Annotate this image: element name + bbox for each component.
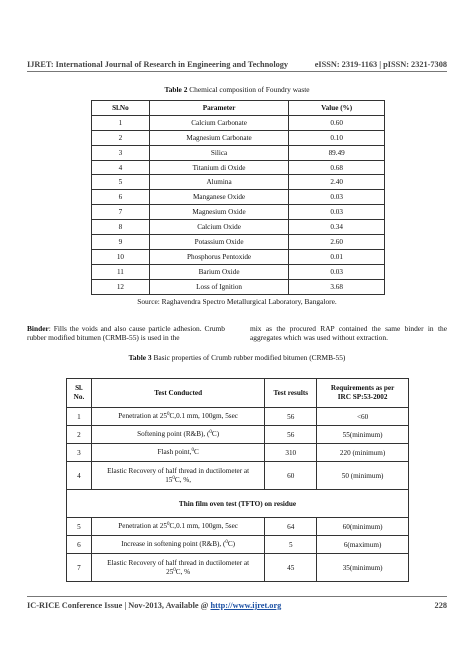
test-text: 15: [165, 475, 173, 484]
table-row: [92, 220, 385, 235]
journal-link[interactable]: http://www.ijret.org: [210, 601, 282, 610]
table2-header-row: [92, 101, 385, 116]
table3-header-test: Test Conducted: [91, 379, 264, 408]
table2-cell: 7: [92, 205, 150, 220]
test-text-suffix: C, %,: [174, 475, 192, 484]
table2-cell: 2: [92, 130, 150, 145]
table3-requirement-cell: <60: [317, 408, 409, 426]
table2-cell: 0.60: [289, 115, 385, 130]
conference-issue: IC-RICE Conference Issue | Nov-2013, Available @: [27, 601, 211, 610]
body-right-column: mix as the procured RAP contained the same binder in the aggregates which was used without extraction.: [250, 324, 447, 343]
test-line1: Elastic Recovery of half thread in ductilometer at: [107, 466, 250, 475]
test-line: [92, 412, 264, 421]
table2-cell: Loss of Ignition: [149, 279, 289, 294]
table3-requirement-cell: 50 (minimum): [317, 462, 409, 490]
body-left-column: [27, 324, 225, 343]
table2-label: Table 2: [164, 85, 188, 94]
table2-header-cell: Sl.No: [92, 101, 150, 116]
table-row: [92, 249, 385, 264]
table2-header-cell: Parameter: [149, 101, 289, 116]
table2-title: Chemical composition of Foundry waste: [189, 85, 310, 94]
issn-info: eISSN: 2319-1163 | pISSN: 2321-7308: [314, 60, 447, 69]
table3-test-cell: [91, 518, 264, 536]
table-row: [92, 205, 385, 220]
table-row: [92, 175, 385, 190]
table3-sl-cell: 3: [67, 444, 92, 462]
table-row: [67, 462, 409, 490]
degree-superscript: 0: [166, 412, 170, 418]
table2-cell: 2.60: [289, 235, 385, 250]
table2: [91, 100, 385, 295]
table2-caption: [0, 85, 474, 94]
table2-cell: 0.34: [289, 220, 385, 235]
table-row: [92, 160, 385, 175]
table2-cell: Titanium di Oxide: [149, 160, 289, 175]
table2-cell: 0.03: [289, 190, 385, 205]
table3-section-row: [67, 490, 409, 518]
table3-result-cell: 5: [265, 536, 317, 554]
table2-cell: 6: [92, 190, 150, 205]
table2-cell: 1: [92, 115, 150, 130]
table3-sl-cell: 7: [67, 554, 92, 582]
degree-superscript: 0: [166, 522, 170, 528]
test-line: [92, 430, 264, 439]
table-row: [67, 444, 409, 462]
test-line: [92, 522, 264, 531]
test-text: Penetration at 25: [118, 522, 167, 531]
table2-cell: 89.49: [289, 145, 385, 160]
table3-test-cell: [91, 408, 264, 426]
table2-cell: Calcium Carbonate: [149, 115, 289, 130]
table-row: [92, 130, 385, 145]
table2-cell: Potassium Oxide: [149, 235, 289, 250]
table3-header-sl: [67, 379, 92, 408]
header-rule: [27, 71, 447, 72]
table3-test-cell: [91, 426, 264, 444]
table3-title: Basic properties of Crumb rubber modified bitumen (CRMB-55): [153, 353, 346, 362]
table2-cell: Calcium Oxide: [149, 220, 289, 235]
table3-sl-cell: 4: [67, 462, 92, 490]
table3-requirement-cell: 60(minimum): [317, 518, 409, 536]
table2-cell: 2.40: [289, 175, 385, 190]
table2-cell: 3.68: [289, 279, 385, 294]
degree-superscript: 0: [173, 567, 176, 573]
table3-result-cell: 310: [265, 444, 317, 462]
table3-label: Table 3: [128, 353, 152, 362]
table2-cell: Silica: [149, 145, 289, 160]
table3-test-cell: [91, 536, 264, 554]
table3: [66, 378, 409, 582]
test-text-suffix: C: [193, 448, 199, 457]
binder-term: Binder: [27, 324, 49, 333]
table3-result-cell: 56: [265, 426, 317, 444]
table-row: [92, 279, 385, 294]
table2-cell: 0.10: [289, 130, 385, 145]
footer-rule: [27, 596, 447, 597]
table-row: [67, 554, 409, 582]
table3-result-cell: 64: [265, 518, 317, 536]
table3-test-cell: [91, 554, 264, 582]
test-text: Flash point,: [157, 448, 192, 457]
table2-cell: 0.01: [289, 249, 385, 264]
table2-cell: 5: [92, 175, 150, 190]
table-row: [67, 426, 409, 444]
degree-superscript: 0: [172, 475, 175, 481]
test-text-suffix: C): [211, 430, 220, 439]
test-line: [92, 448, 264, 457]
test-line1: Elastic Recovery of half thread in ductilometer at: [107, 558, 250, 567]
degree-superscript: 0: [225, 540, 228, 546]
table3-sl-cell: 2: [67, 426, 92, 444]
table-row: [92, 145, 385, 160]
table-row: [67, 518, 409, 536]
table2-cell: 11: [92, 264, 150, 279]
test-text: Softening point (R&B), (: [137, 430, 210, 439]
binder-text: : Fills the voids and also cause particle adhesion. Crumb rubber modified bitumen (CRMB-55) is used in the: [27, 324, 225, 343]
table-row: [67, 536, 409, 554]
table2-cell: 0.03: [289, 264, 385, 279]
table3-requirement-cell: 6(maximum): [317, 536, 409, 554]
table3-header-requirements: [317, 379, 409, 408]
table3-header-row: [67, 379, 409, 408]
journal-name: IJRET: International Journal of Research in Engineering and Technology: [27, 60, 289, 69]
table3-sl-cell: 5: [67, 518, 92, 536]
test-text: Increase in softening point (R&B), (: [121, 540, 226, 549]
test-text-suffix: C): [227, 540, 236, 549]
header-req-line2: IRC SP:53-2002: [337, 393, 388, 401]
table2-cell: 10: [92, 249, 150, 264]
test-line: [92, 568, 264, 577]
table2-cell: Alumina: [149, 175, 289, 190]
table2-cell: 0.68: [289, 160, 385, 175]
table3-test-cell: [91, 444, 264, 462]
table-row: [92, 115, 385, 130]
degree-superscript: 0: [191, 448, 194, 454]
test-line: [92, 476, 264, 485]
test-text-suffix: C,0.1 mm, 100gm, 5sec: [169, 412, 238, 421]
table3-requirement-cell: 55(minimum): [317, 426, 409, 444]
table3-header-results: Test results: [265, 379, 317, 408]
table3-result-cell: 60: [265, 462, 317, 490]
test-text: 25: [166, 567, 174, 576]
footer-text: [27, 601, 281, 610]
table-row: [92, 264, 385, 279]
table2-header-cell: Value (%): [289, 101, 385, 116]
test-text: Penetration at 25: [118, 412, 167, 421]
table-row: [67, 408, 409, 426]
table3-requirement-cell: 35(minimum): [317, 554, 409, 582]
table3-caption: [0, 353, 474, 362]
running-footer: [27, 601, 447, 610]
table2-cell: Manganese Oxide: [149, 190, 289, 205]
table3-test-cell: [91, 462, 264, 490]
table3-section-cell: Thin film oven test (TFTO) on residue: [67, 490, 409, 518]
page-number: 228: [434, 601, 447, 610]
degree-superscript: 0: [209, 430, 212, 436]
test-text-suffix: C, %: [175, 567, 191, 576]
table2-source: Source: Raghavendra Spectro Metallurgical Laboratory, Bangalore.: [137, 297, 337, 306]
table2-cell: Phosphorus Pentoxide: [149, 249, 289, 264]
table2-cell: 12: [92, 279, 150, 294]
table2-cell: Magnesium Oxide: [149, 205, 289, 220]
table2-cell: Magnesium Carbonate: [149, 130, 289, 145]
test-text-suffix: C,0.1 mm, 100gm, 5sec: [169, 522, 238, 531]
table-row: [92, 190, 385, 205]
table3-sl-cell: 6: [67, 536, 92, 554]
table2-cell: 3: [92, 145, 150, 160]
table2-cell: 8: [92, 220, 150, 235]
table3-requirement-cell: 220 (minimum): [317, 444, 409, 462]
table3-result-cell: 45: [265, 554, 317, 582]
table2-cell: 4: [92, 160, 150, 175]
table-row: [92, 235, 385, 250]
running-header: [27, 60, 447, 69]
table3-result-cell: 56: [265, 408, 317, 426]
header-sl-line1: Sl.: [75, 384, 83, 393]
header-req-line1: Requirements as per: [330, 384, 395, 393]
table2-cell: 9: [92, 235, 150, 250]
header-sl-line2: No.: [73, 393, 85, 401]
table3-sl-cell: 1: [67, 408, 92, 426]
table2-cell: Barium Oxide: [149, 264, 289, 279]
table2-cell: 0.03: [289, 205, 385, 220]
test-line: [92, 540, 264, 549]
